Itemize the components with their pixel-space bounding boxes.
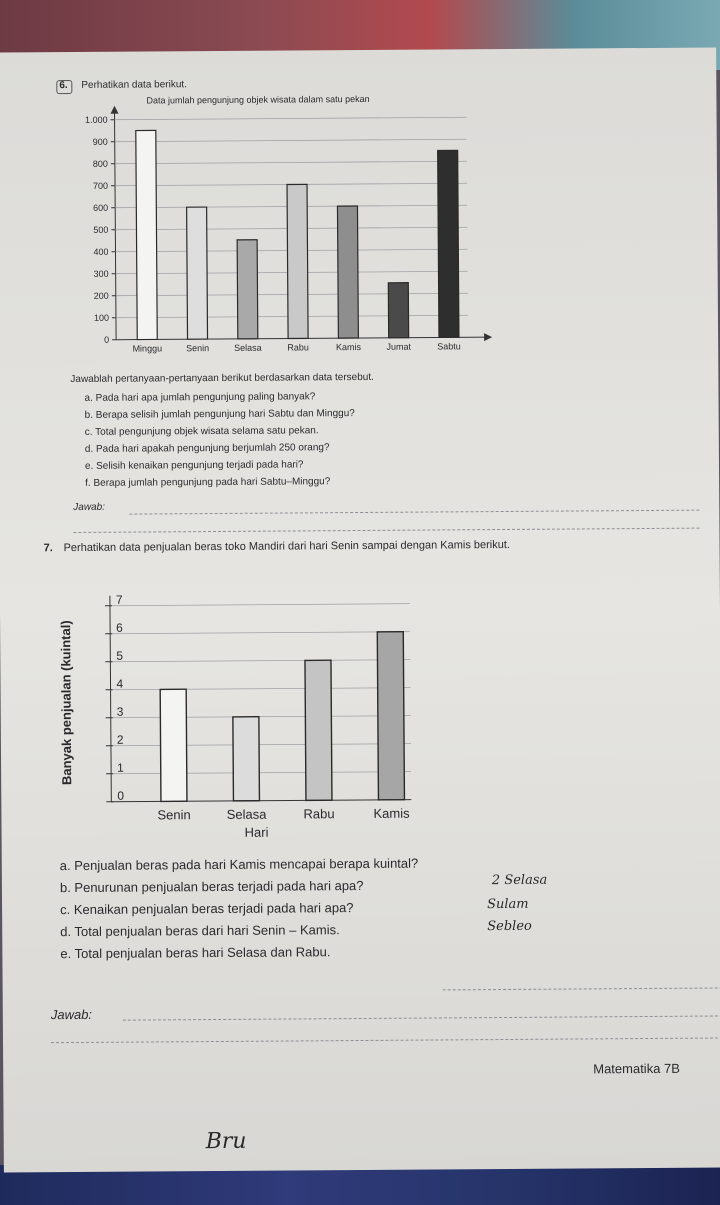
q6-item-d: d. Pada hari apakah pengunjung berjumlah 250 orang?: [84, 442, 330, 455]
chart-visitors-ytick-label: 0: [104, 334, 110, 345]
chart-visitors-xlabel: Sabtu: [437, 341, 461, 352]
chart-rice-sales: [40, 578, 432, 851]
chart-visitors-ytick-label: 200: [93, 290, 109, 301]
chart-visitors-bar-rabu: [287, 184, 308, 338]
chart-rice-ytick-label: 4: [116, 676, 124, 691]
chart-rice-gridline: [110, 632, 410, 634]
chart-visitors-y-arrow-icon: [110, 106, 118, 114]
q7-handwritten-b: 2 Selasa: [491, 872, 548, 889]
q7-intro: Perhatikan data penjualan beras toko Mandiri dari hari Senin sampai dengan Kamis berikut.: [63, 538, 510, 555]
chart-rice-xlabel-selasa: Selasa: [226, 806, 267, 822]
chart-rice-ytick-label: 7: [115, 592, 123, 607]
chart-rice-bar-rabu: [305, 660, 332, 800]
chart-visitors-gridline: [115, 139, 467, 141]
chart-visitors-x-arrow-icon: [484, 333, 492, 341]
chart-rice-gridline: [111, 744, 411, 746]
q7-handwritten-c: Sulam: [487, 896, 529, 913]
q7-item-c: c. Kenaikan penjualan beras terjadi pada hari apa?: [60, 900, 354, 918]
chart-visitors-bar-jumat: [388, 283, 408, 338]
chart-visitors-xlabel: Rabu: [287, 342, 309, 353]
q6-items: [84, 388, 355, 492]
chart-visitors: [66, 89, 498, 372]
chart-rice-xlabel-kamis: Kamis: [373, 805, 410, 821]
chart-visitors-gridline: [115, 161, 467, 163]
q6-item-a: a. Pada hari apa jumlah pengunjung paling banyak?: [84, 391, 316, 404]
chart-visitors-ytick-label: 800: [92, 158, 108, 169]
chart-rice-gridline: [110, 660, 410, 662]
chart-visitors-ytick-label: 900: [92, 136, 108, 147]
q6-item-b: b. Berapa selisih jumlah pengunjung hari Sabtu dan Minggu?: [84, 408, 355, 421]
chart-visitors-ytick-label: 500: [93, 224, 109, 235]
chart-rice-ytick-label: 5: [116, 648, 124, 663]
chart-visitors-bar-senin: [187, 207, 208, 339]
chart-visitors-ytick-label: 100: [93, 312, 109, 323]
q6-item-e: e. Selisih kenaikan pengunjung terjadi pada hari?: [84, 459, 304, 472]
q7-answer-line-1: [123, 1015, 720, 1020]
chart-rice-ylabel: Banyak penjualan (kuintal): [58, 620, 75, 786]
chart-rice-gridline: [111, 688, 411, 690]
chart-rice-bar-selasa: [233, 717, 260, 801]
q7-item-b: b. Penurunan penjualan beras terjadi pada hari apa?: [59, 877, 364, 896]
q6-answer-line-1: [129, 510, 699, 515]
worksheet-page: [0, 48, 720, 1173]
q7-answer-line-e: [443, 987, 720, 990]
chart-rice-ytick-label: 1: [117, 760, 124, 775]
chart-rice-xlabel-senin: Senin: [157, 807, 191, 823]
chart-rice-gridline: [110, 604, 410, 606]
chart-rice-ytick-label: 2: [116, 732, 124, 747]
chart-rice-x-axis: [111, 800, 411, 802]
chart-visitors-xlabel: Jumat: [386, 341, 412, 352]
chart-rice-bar-senin: [160, 689, 187, 801]
q7-answer-label: Jawab:: [50, 1006, 93, 1023]
chart-rice-gridline: [111, 772, 411, 774]
q6-prompt: Jawablah pertanyaan-pertanyaan berikut berdasarkan data tersebut.: [70, 371, 374, 386]
q6-number: 6.: [59, 80, 68, 92]
chart-rice-ytick-label: 0: [117, 788, 125, 803]
chart-rice-xlabel-rabu: Rabu: [303, 806, 335, 822]
q6-answer-line-2: [73, 528, 699, 533]
chart-rice-y-axis: [110, 596, 111, 802]
q6-item-c: c. Total pengunjung objek wisata selama satu pekan.: [84, 425, 319, 438]
chart-rice-xlabel: Hari: [244, 824, 269, 840]
q7-item-d: d. Total penjualan beras dari hari Senin – Kamis.: [60, 922, 340, 940]
chart-rice-ytick-label: 3: [116, 704, 124, 719]
q7-answer-line-2: [51, 1037, 720, 1043]
chart-rice-ytick-label: 6: [116, 620, 123, 635]
chart-visitors-xlabel: Selasa: [234, 342, 262, 353]
chart-visitors-y-axis: [115, 110, 117, 340]
chart-visitors-ytick-label: 700: [92, 180, 109, 191]
q6-answer-label: Jawab:: [73, 501, 106, 513]
q7-number: 7.: [43, 542, 53, 555]
chart-visitors-title: Data jumlah pengunjung objek wisata dalam satu pekan: [146, 93, 370, 106]
q6-item-f: f. Berapa jumlah pengunjung pada hari Sabtu–Minggu?: [85, 476, 331, 489]
chart-visitors-ytick-label: 600: [93, 202, 109, 213]
chart-visitors-ytick-label: 300: [93, 268, 109, 279]
chart-rice-gridline: [111, 716, 411, 718]
chart-visitors-bar-selasa: [237, 240, 258, 339]
chart-visitors-xlabel: Senin: [186, 343, 210, 354]
q7-item-a: a. Penjualan beras pada hari Kamis mencapai berapa kuintal?: [59, 855, 419, 874]
chart-visitors-gridline: [115, 117, 467, 119]
chart-visitors-ytick-label: 1.000: [85, 114, 108, 125]
q7-item-e: e. Total penjualan beras hari Selasa dan Rabu.: [60, 944, 331, 962]
chart-visitors-bar-kamis: [337, 206, 358, 338]
q7-handwritten-d: Sebleo: [487, 918, 532, 935]
footer-handwriting: Bru: [205, 1128, 247, 1155]
chart-visitors-bar-sabtu: [438, 150, 459, 337]
q7-items: [60, 853, 419, 965]
chart-visitors-ytick-label: 400: [93, 246, 109, 257]
footer-book-title: Matematika 7B: [593, 1060, 680, 1077]
q6-intro: Perhatikan data berikut.: [81, 79, 187, 91]
chart-visitors-xlabel: Minggu: [132, 343, 163, 354]
chart-visitors-xlabel: Kamis: [335, 341, 361, 353]
chart-visitors-bar-minggu: [136, 130, 157, 339]
chart-rice-bar-kamis: [377, 632, 404, 800]
